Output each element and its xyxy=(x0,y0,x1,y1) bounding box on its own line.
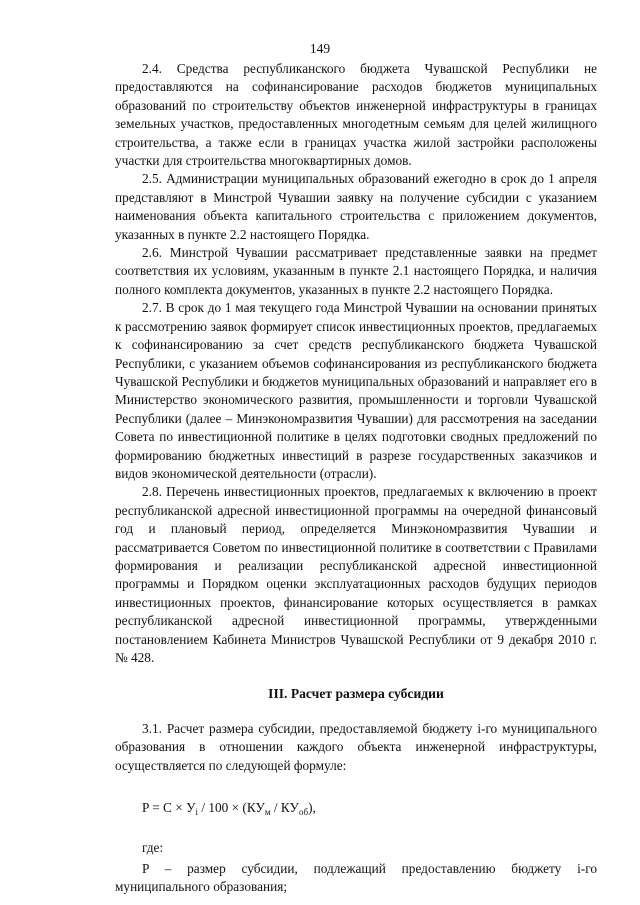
formula-mid: / 100 × (КУ xyxy=(198,800,265,816)
formula-slash: / КУ xyxy=(270,800,299,816)
paragraph-2-4: 2.4. Средства республиканского бюджета Чувашской Республики не предоставляются на софинансирование расходов бюджетов муниципальных образований по строительству объектов инженерной инфраструктуры в границах земельных участков, предоставленных многодетным семьям для целей жилищного строительства, а также если в границах участка жилой застройки расположены участки для строительства многоквартирных домов. xyxy=(115,61,597,169)
paragraph-2-8: 2.8. Перечень инвестиционных проектов, предлагаемых к включению в проект республиканской адресной инвестиционной программы на очередной финансовый год и плановый период, определяется Минэкономразвития Чувашии и рассматривается Советом по инвестиционной политике в соответствии с Правилами формирования и реализации республиканской адресной инвестиционной программы и Порядком оценки эксплуатационных расходов будущих периодов инвестиционных проектов, финансирование которых осуществляется в рамках республиканской адресной инвестиционной программы, утвержденными постановлением Кабинета Министров Чувашской Республики от 9 декабря 2010 г. № 428. xyxy=(115,484,597,665)
formula-sub-i: i xyxy=(195,807,198,818)
page-number: 149 xyxy=(309,41,331,56)
document-body xyxy=(115,60,597,897)
paragraph-3-1: 3.1. Расчет размера субсидии, предоставляемой бюджету i-го муниципального образования в отношении каждого объекта инженерной инфраструктуры, осуществляется по следующей формуле: xyxy=(115,720,597,773)
formula-sub-m: м xyxy=(264,807,271,818)
paragraph-2-6: 2.6. Минстрой Чувашии рассматривает представленные заявки на предмет соответствия их условиям, указанным в пункте 2.1 настоящего Порядка, и наличия полного комплекта документов, указанных в пункте 2.2 настоящего Порядка. xyxy=(115,245,597,297)
subsidy-formula xyxy=(142,799,597,817)
formula-prefix: P = C × У xyxy=(142,800,196,816)
formula-suffix: ), xyxy=(308,800,316,816)
section-heading: III. Расчет размера субсидии xyxy=(268,686,444,702)
paragraph-2-7: 2.7. В срок до 1 мая текущего года Минстрой Чувашии на основании принятых к рассмотрению заявок формирует список инвестиционных проектов, предлагаемых к софинансированию за счет средств республиканского бюджета Чувашской Республики, с указанием объемов софинансирования из республиканского бюджета Чувашской Республики и бюджетов муниципальных образований и направляет его в Министерство экономического развития, промышленности и торговли Чувашской Республики (далее – Минэкономразвития Чувашии) для рассмотрения на заседании Совета по инвестиционной политике в целях подготовки сводных предложений по формированию бюджетных инвестиций в разрезе государственных заказчиков и видов экономической деятельности (отрасли). xyxy=(115,300,597,481)
paragraph-2-5: 2.5. Администрации муниципальных образований ежегодно в срок до 1 апреля представляют в Минстрой Чувашии заявку на получение субсидии с указанием наименования объекта капитального строительства с приложением документов, указанных в пункте 2.2 настоящего Порядка. xyxy=(115,171,597,242)
definition-p: P – размер субсидии, подлежащий предоставлению бюджету i-го муниципального образования; xyxy=(115,860,597,895)
where-label: где: xyxy=(142,840,164,856)
formula-sub-ob: об xyxy=(298,807,309,818)
